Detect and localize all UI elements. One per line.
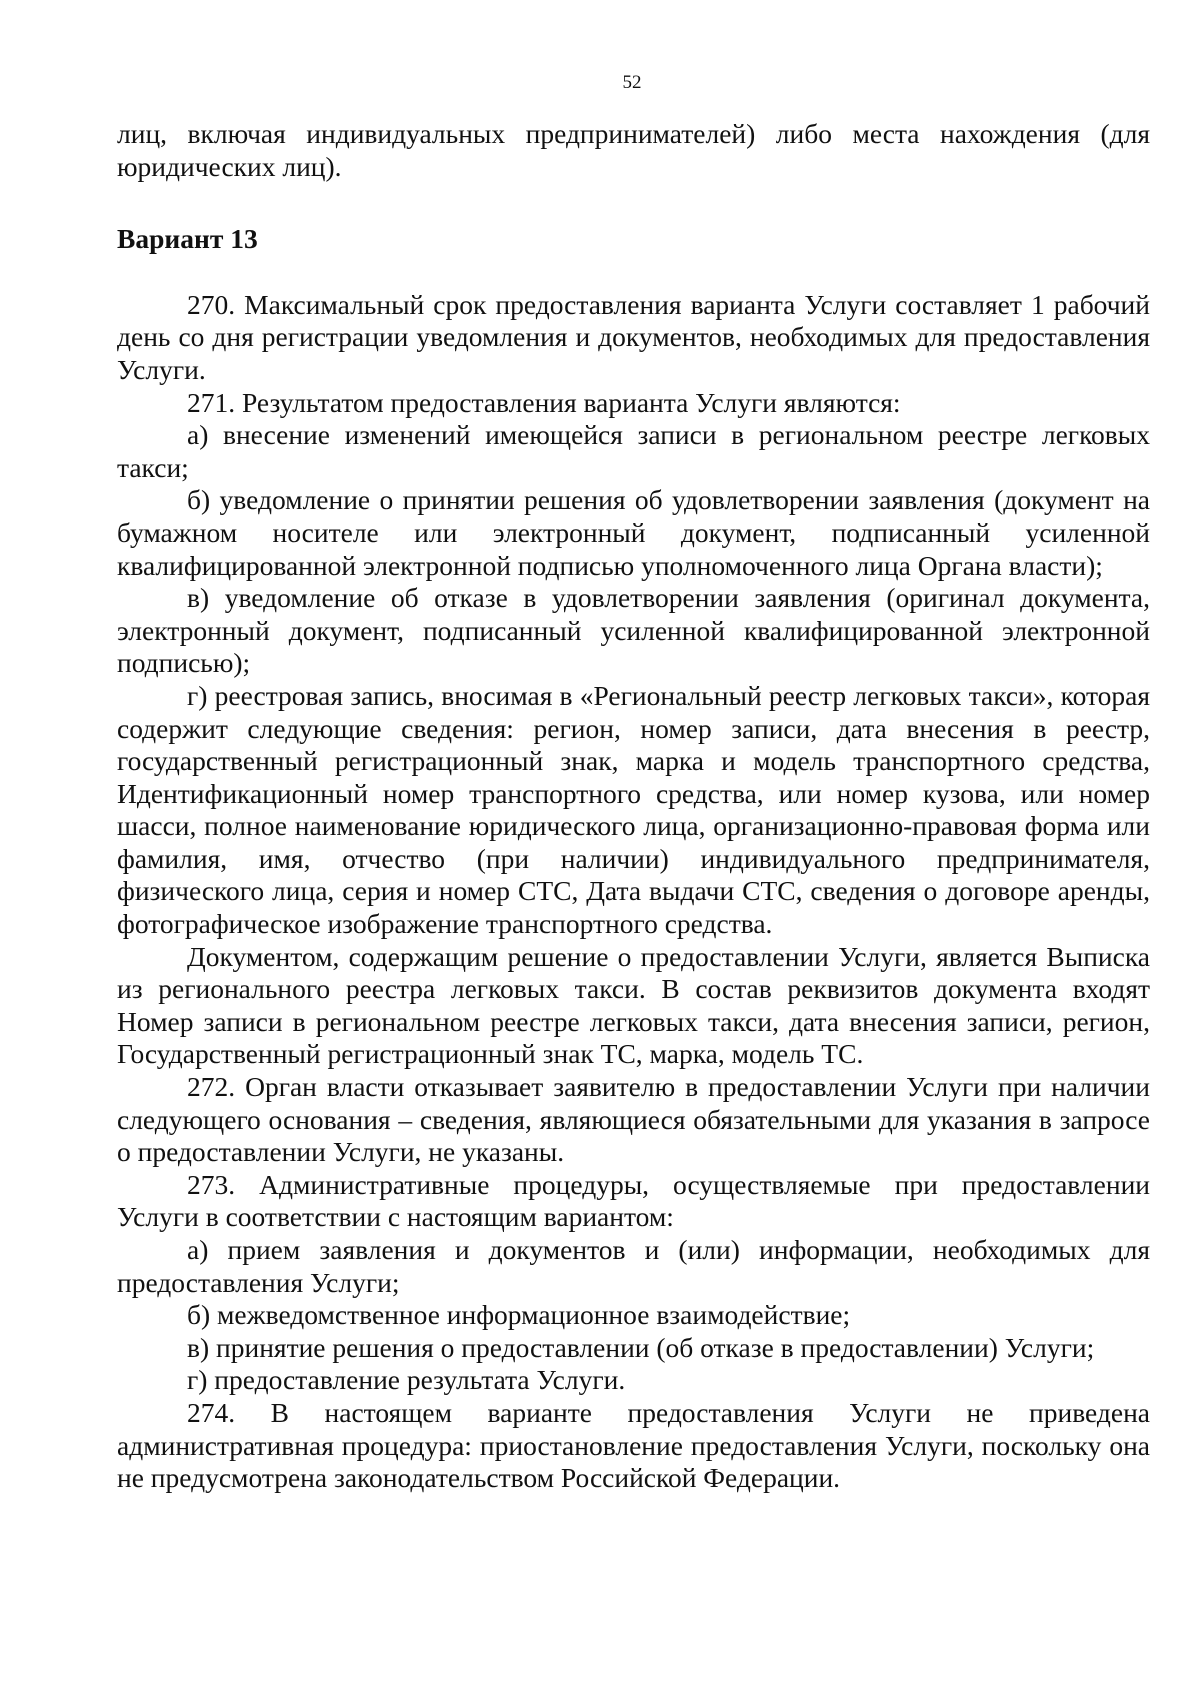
paragraph-271-b: б) уведомление о принятии решения об удовлетворении заявления (документ на бумажном носителе или электронный документ, подписанный усиленной квалифицированной электронной подписью уполномоченного лица Органа власти); bbox=[117, 484, 1150, 581]
paragraph-271-a: а) внесение изменений имеющейся записи в региональном реестре легковых такси; bbox=[117, 419, 1150, 483]
paragraph-273-b: б) межведомственное информационное взаимодействие; bbox=[187, 1299, 851, 1331]
paragraph-273-a: а) прием заявления и документов и (или) информации, необходимых для предоставления Услуги; bbox=[117, 1234, 1150, 1298]
paragraph-273: 273. Административные процедуры, осуществляемые при предоставлении Услуги в соответствии с настоящим вариантом: bbox=[117, 1168, 1150, 1233]
paragraph-274: 274. В настоящем варианте предоставления Услуги не приведена административная процедура: приостановление предоставления Услуги, поскольку она не предусмотрена законодательством Российской Федерации. bbox=[117, 1396, 1150, 1494]
paragraph-273-v: в) принятие решения о предоставлении (об отказе в предоставлении) Услуги; bbox=[187, 1331, 1095, 1363]
paragraph: лиц, включая индивидуальных предпринимателей) либо места нахождения (для юридических лиц). bbox=[117, 118, 1150, 182]
paragraph-270: 270. Максимальный срок предоставления варианта Услуги составляет 1 рабочий день со дня регистрации уведомления и документов, необходимых для предоставления Услуги. bbox=[117, 288, 1150, 385]
section-heading: Вариант 13 bbox=[117, 223, 258, 255]
paragraph-273-g: г) предоставление результата Услуги. bbox=[187, 1364, 626, 1396]
paragraph-271: 271. Результатом предоставления варианта Услуги являются: bbox=[187, 386, 901, 418]
paragraph-272: 272. Орган власти отказывает заявителю в предоставлении Услуги при наличии следующего основания – сведения, являющиеся обязательными для указания в запросе о предоставлении Услуги, не указаны. bbox=[117, 1071, 1150, 1168]
paragraph-271-g: г) реестровая запись, вносимая в «Региональный реестр легковых такси», которая содержит следующие сведения: регион, номер записи, дата внесения в реестр, государственный регистрационный знак, марка и модель транспортного средства, Идентификационный номер транспортного средства, или номер кузова, или номер шасси, полное наименование юридического лица, организационно-правовая форма или фамилия, имя, отчество (при наличии) индивидуального предпринимателя, физического лица, серия и номер СТС, Дата выдачи СТС, сведения о договоре аренды, фотографическое изображение транспортного средства. bbox=[117, 679, 1150, 940]
paragraph-271-v: в) уведомление об отказе в удовлетворении заявления (оригинал документа, электронный документ, подписанный усиленной квалифицированной электронной подписью); bbox=[117, 582, 1150, 679]
document-body bbox=[117, 118, 1150, 1495]
paragraph-result-document: Документом, содержащим решение о предоставлении Услуги, является Выписка из регионального реестра легковых такси. В состав реквизитов документа входят Номер записи в региональном реестре легковых такси, дата внесения записи, регион, Государственный регистрационный знак ТС, марка, модель ТС. bbox=[117, 940, 1150, 1070]
page-number: 52 bbox=[622, 72, 642, 93]
